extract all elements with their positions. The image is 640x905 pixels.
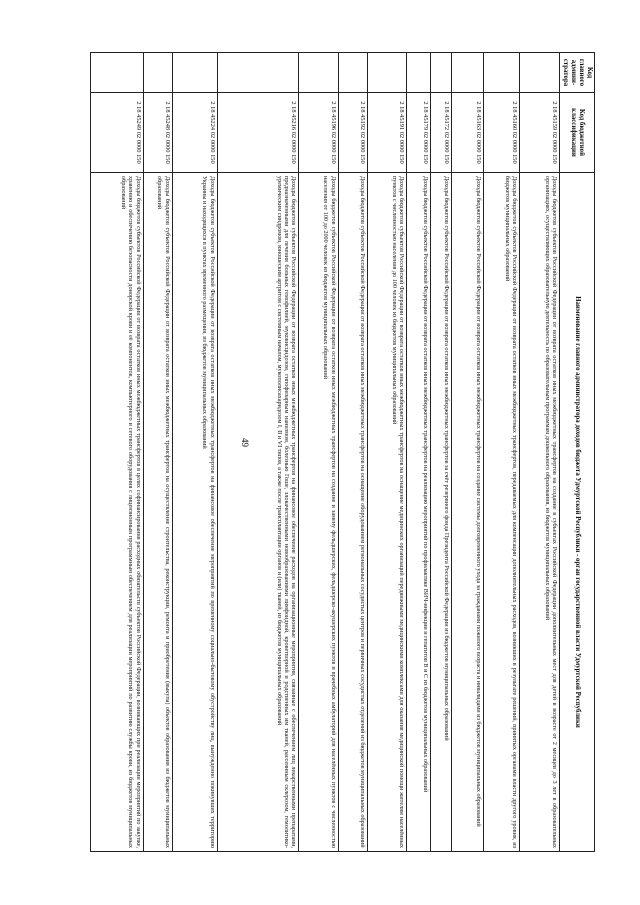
row-name: Доходы бюджетов субъектов Российской Федерации от возврата остатков иных межбюджетных трансфертов на создание системы долговременного ухода за гражданами пожилого возраста и инвалидами из бюджетов муниципальных образований (452, 173, 484, 852)
row-name: Доходы бюджетов субъектов Российской Федерации от возврата остатков иных межбюджетных трансфертов в целях софинансирования расходных обязательств субъектов Российской Федерации, возникающих при реализации мероприятий по закупке, хранению и обеспечению безопасности донорской крови и её компонентов, компьютерного и сетевого оборудования с лицензионным программным обеспечением для реализации мероприятий по развитию службы крови, из бюджетов муниципальных образований (91, 173, 144, 852)
row-name: Доходы бюджетов субъектов Российской Федерации от возврата остатков иных межбюджетных трансфертов на оснащение оборудованием региональных сосудистых центров и первичных сосудистых отделений из бюджетов муниципальных образований (338, 173, 367, 852)
header-admin-code: Код главного админи-стратора (560, 53, 595, 93)
row-admin-code (407, 53, 431, 93)
table-row (143, 53, 172, 852)
row-budget-code: 2 18 45249 02 0000 150 (91, 93, 144, 173)
row-admin-code (172, 53, 217, 93)
row-budget-code: 2 18 45172 02 0000 150 (430, 93, 451, 173)
row-budget-code: 2 18 45191 02 0000 150 (367, 93, 407, 173)
row-admin-code (338, 53, 367, 93)
row-budget-code: 2 18 45179 02 0000 150 (407, 93, 431, 173)
table-row (483, 53, 520, 852)
row-admin-code (520, 53, 560, 93)
row-budget-code: 2 18 45192 02 0000 150 (338, 93, 367, 173)
row-name: Доходы бюджетов субъектов Российской Федерации от возврата остатков иных межбюджетных трансфертов на финансовое обеспечение мероприятий по временному социально-бытовому обустройству лиц, вынужденно покинувших территорию Украины и находящихся в пунктах временного размещения, из бюджетов муниципальных образований (172, 173, 217, 852)
table-body (91, 53, 560, 852)
row-admin-code (452, 53, 484, 93)
row-admin-code (299, 53, 339, 93)
table-row (430, 53, 451, 852)
table-header-row (560, 53, 595, 852)
row-name: Доходы бюджетов субъектов Российской Федерации от возврата остатков иных межбюджетных трансфертов на создание в субъектах Российской Федерации дополнительных мест для детей в возрасте от 2 месяцев до 3 лет в образовательных организациях, осуществляющих образовательную деятельность по образовательным программам дошкольного образования, из бюджетов муниципальных образований (520, 173, 560, 852)
row-admin-code (367, 53, 407, 93)
revenue-table (90, 52, 595, 852)
row-name: Доходы бюджетов субъектов Российской Федерации от возврата остатков иных межбюджетных трансфертов на осуществление строительства, реконструкции, ремонта и приобретения (выкупа) объектов образования из бюджетов муниципальных образований (143, 173, 172, 852)
table-row (299, 53, 339, 852)
header-budget-code: Код бюджетной классификации (560, 93, 595, 173)
header-name: Наименование главного администратора доходов бюджета Удмуртской Республики - орган государственной власти Удмуртской Республики (560, 173, 595, 852)
table-row (367, 53, 407, 852)
table-row (172, 53, 217, 852)
table-row (217, 53, 299, 852)
row-budget-code: 2 18 45163 02 0000 150 (452, 93, 484, 173)
row-budget-code: 2 18 45159 02 0000 150 (520, 93, 560, 173)
row-admin-code (430, 53, 451, 93)
table-row (520, 53, 560, 852)
row-budget-code: 2 18 45216 02 0000 150 (217, 93, 299, 173)
table-row (452, 53, 484, 852)
table-row (338, 53, 367, 852)
row-budget-code: 2 18 45248 02 0000 150 (143, 93, 172, 173)
row-name: Доходы бюджетов субъектов Российской Федерации от возврата остатков иных межбюджетных трансфертов на реализацию мероприятий по профилактике ВИЧ-инфекции и гепатитов В и С из бюджетов муниципальных образований (407, 173, 431, 852)
row-name: Доходы бюджетов субъектов Российской Федерации от возврата остатков иных межбюджетных трансфертов на финансовое обеспечение расходов на организационные мероприятия, связанные с обеспечением лиц лекарственными препаратами, предназначенными для лечения больных гемофилией, муковисцидозом, гипофизарным нанизмом, болезнью Гоше, злокачественными новообразованиями лимфоидной, кроветворной и родственных им тканей, рассеянным склерозом, гемолитико-уремическим синдромом, юношеским артритом с системным началом, мукополисахаридозом I, II и VI типов, а также после трансплантации органов и (или) тканей, из бюджетов муниципальных образований (217, 173, 299, 852)
rotated-page (90, 52, 595, 852)
row-admin-code (143, 53, 172, 93)
table-row (91, 53, 144, 852)
row-budget-code: 2 18 45224 02 0000 150 (172, 93, 217, 173)
row-name: Доходы бюджетов субъектов Российской Федерации от возврата остатков иных межбюджетных трансфертов на создание и замену фельдшерских, фельдшерско-акушерских пунктов и врачебных амбулаторий для населённых пунктов с численностью населения от 100 до 2000 человек из бюджетов муниципальных образований (299, 173, 339, 852)
row-budget-code: 2 18 45196 02 0000 150 (299, 93, 339, 173)
row-admin-code (91, 53, 144, 93)
row-name: Доходы бюджетов субъектов Российской Федерации от возврата остатков иных межбюджетных трансфертов за счёт резервного фонда Президента Российской Федерации из бюджетов муниципальных образований (430, 173, 451, 852)
row-admin-code (483, 53, 520, 93)
row-budget-code: 2 18 45160 02 0000 150 (483, 93, 520, 173)
row-name: Доходы бюджетов субъектов Российской Федерации от возврата остатков иных межбюджетных трансфертов на оснащение медицинских организаций передвижными медицинскими комплексами для оказания медицинской помощи жителям населённых пунктов с численностью населения до 100 человек из бюджетов муниципальных образований (367, 173, 407, 852)
row-admin-code (217, 53, 299, 93)
page-number: 49 (240, 438, 250, 447)
row-name: Доходы бюджетов субъектов Российской Федерации от возврата остатков иных межбюджетных трансфертов, передаваемых для компенсации дополнительных расходов, возникших в результате решений, принятых органами власти другого уровня, из бюджетов муниципальных образований (483, 173, 520, 852)
table-row (407, 53, 431, 852)
